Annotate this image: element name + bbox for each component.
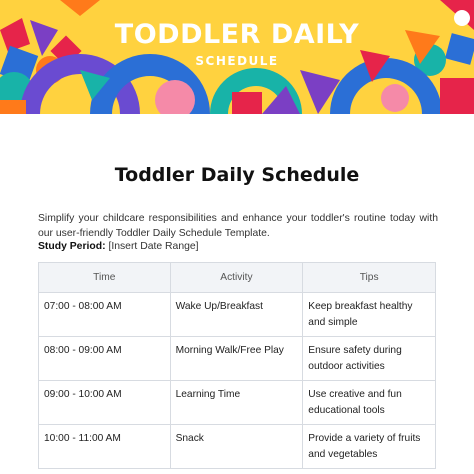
cell-tips: Ensure safety during outdoor activities bbox=[303, 337, 436, 381]
cell-activity: Morning Walk/Free Play bbox=[170, 337, 303, 381]
cell-time: 10:00 - 11:00 AM bbox=[39, 425, 171, 469]
cell-time: 07:00 - 08:00 AM bbox=[39, 293, 171, 337]
table-row bbox=[39, 293, 436, 337]
table-row bbox=[39, 337, 436, 381]
column-header-tips: Tips bbox=[303, 263, 436, 293]
cell-activity: Wake Up/Breakfast bbox=[170, 293, 303, 337]
banner-title: TODDLER DAILY bbox=[114, 19, 360, 50]
banner-subtitle: SCHEDULE bbox=[195, 54, 279, 68]
table-row bbox=[39, 381, 436, 425]
cell-tips: Use creative and fun educational tools bbox=[303, 381, 436, 425]
cell-tips: Provide a variety of fruits and vegetables bbox=[303, 425, 436, 469]
schedule-table bbox=[38, 262, 436, 469]
header-banner bbox=[0, 0, 474, 114]
column-header-activity: Activity bbox=[170, 263, 303, 293]
study-period-value: [Insert Date Range] bbox=[108, 241, 199, 252]
column-header-time: Time bbox=[39, 263, 171, 293]
cell-time: 08:00 - 09:00 AM bbox=[39, 337, 171, 381]
cell-activity: Learning Time bbox=[170, 381, 303, 425]
table-header-row bbox=[39, 263, 436, 293]
intro-paragraph: Simplify your childcare responsibilities and enhance your toddler's routine today with our user-friendly Toddler Daily Schedule Template. bbox=[38, 213, 438, 239]
page-title: Toddler Daily Schedule bbox=[114, 164, 360, 186]
cell-time: 09:00 - 10:00 AM bbox=[39, 381, 171, 425]
study-period-label: Study Period: bbox=[38, 241, 106, 252]
cell-activity: Snack bbox=[170, 425, 303, 469]
table-row bbox=[39, 425, 436, 469]
cell-tips: Keep breakfast healthy and simple bbox=[303, 293, 436, 337]
study-period bbox=[38, 240, 438, 254]
